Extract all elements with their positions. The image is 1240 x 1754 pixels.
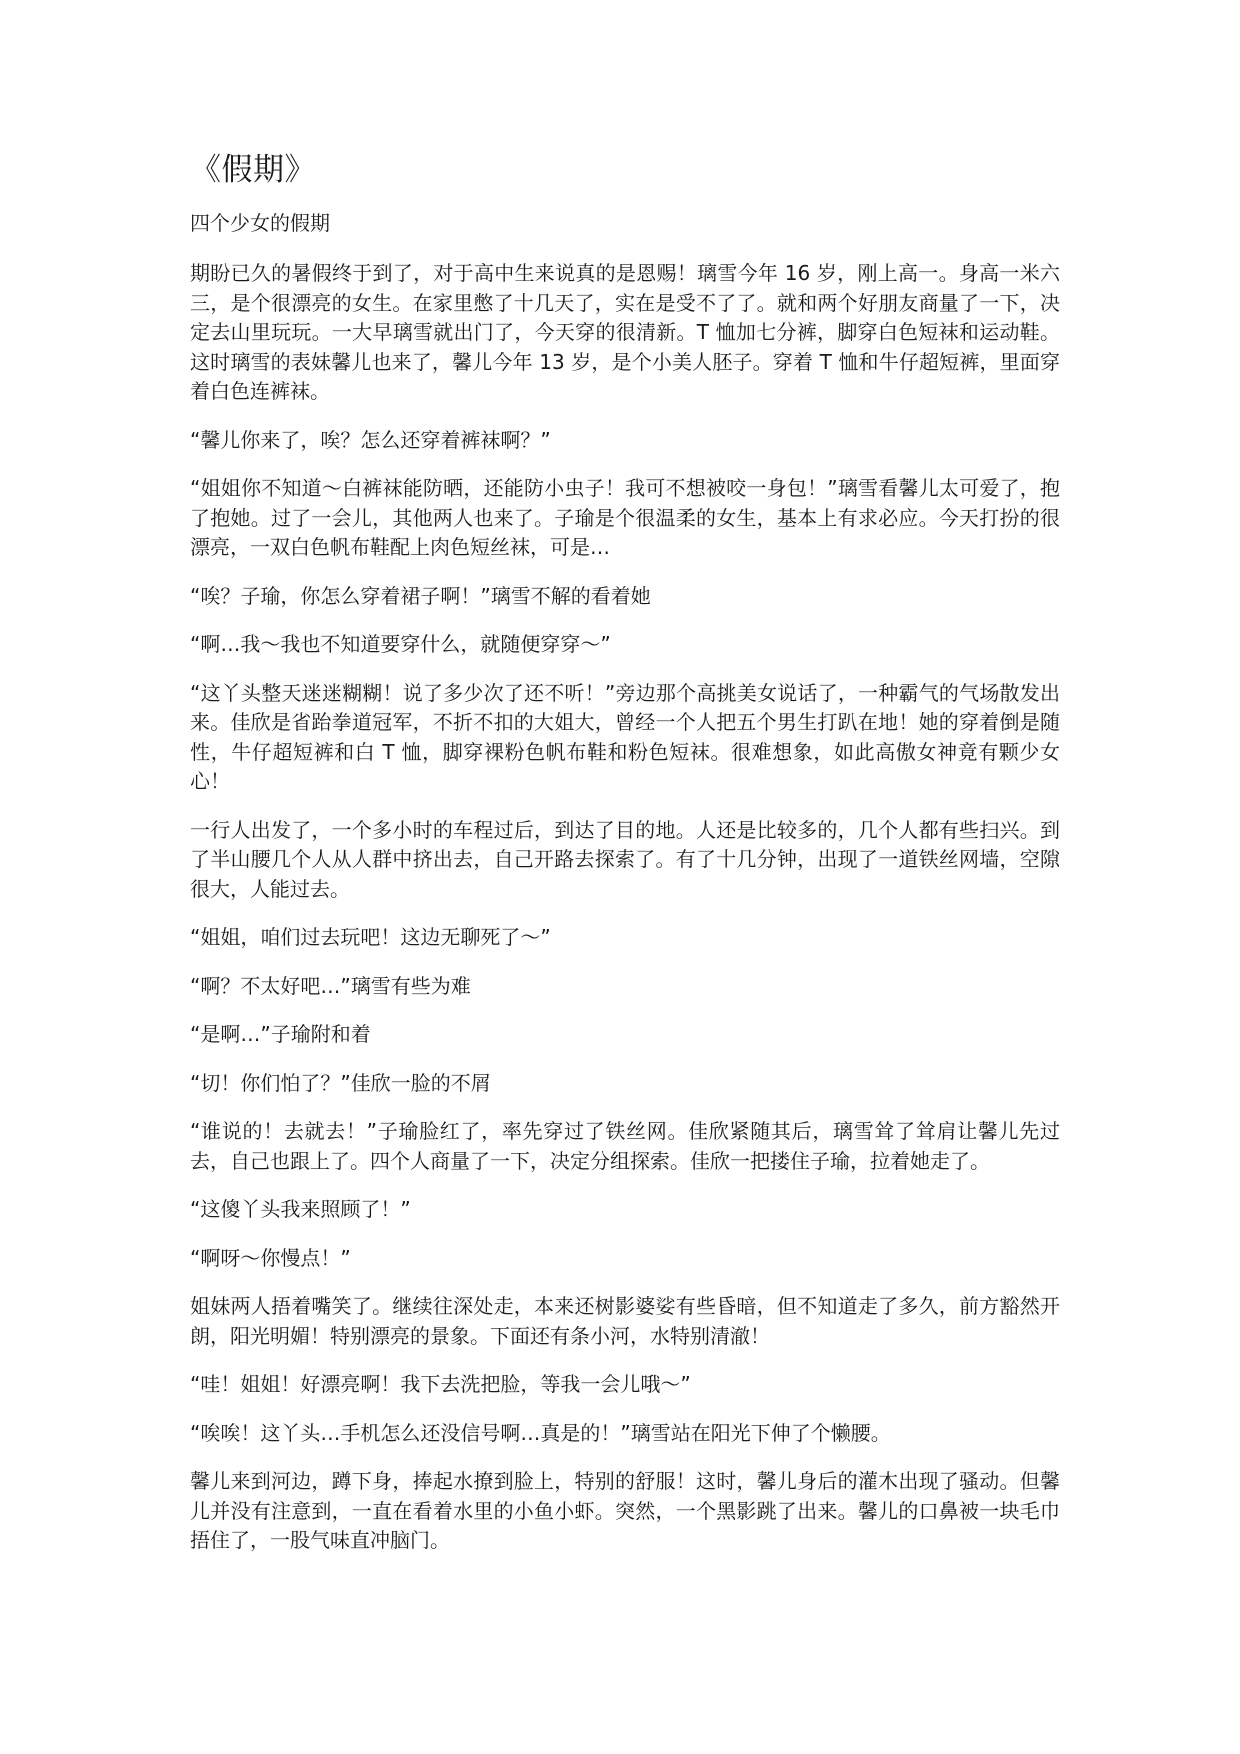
paragraph: “啊？不太好吧…”璃雪有些为难 [190, 973, 471, 998]
document-page [190, 150, 1060, 1575]
paragraph: “姐姐，咱们过去玩吧！这边无聊死了～” [190, 925, 551, 949]
paragraph: “唉唉！这丫头…手机怎么还没信号啊…真是的！”璃雪站在阳光下伸了个懒腰。 [190, 1420, 891, 1445]
paragraph: “这丫头整天迷迷糊糊！说了多少次了还不听！”旁边那个高挑美女说话了，一种霸气的气场散发出来。佳欣是省跆拳道冠军，不折不扣的大姐大，曾经一个人把五个男生打趴在地！她的穿着倒是随性，牛仔超短裤和白 T 恤，脚穿裸粉色帆布鞋和粉色短袜。很难想象，如此高傲女神竟有颗少女心！ [190, 680, 1060, 793]
paragraph: “姐姐你不知道～白裤袜能防晒，还能防小虫子！我可不想被咬一身包！”璃雪看馨儿太可爱了，抱了抱她。过了一会儿，其他两人也来了。子瑜是个很温柔的女生，基本上有求必应。今天打扮的很漂亮，一双白色帆布鞋配上肉色短丝袜，可是… [190, 476, 1060, 559]
paragraph: “啊…我～我也不知道要穿什么，就随便穿穿～” [190, 632, 611, 656]
paragraph: “馨儿你来了，唉？怎么还穿着裤袜啊？” [190, 427, 551, 452]
paragraph: 期盼已久的暑假终于到了，对于高中生来说真的是恩赐！璃雪今年 16 岁，刚上高一。身高一米六三，是个很漂亮的女生。在家里憋了十几天了，实在是受不了了。就和两个好朋友商量了一下，决定去山里玩玩。一大早璃雪就出门了，今天穿的很清新。T 恤加七分裤，脚穿白色短袜和运动鞋。这时璃雪的表妹馨儿也来了，馨儿今年 13 岁，是个小美人胚子。穿着 T 恤和牛仔超短裤，里面穿着白色连裤袜。 [190, 261, 1060, 403]
paragraph: “哇！姐姐！好漂亮啊！我下去洗把脸，等我一会儿哦～” [190, 1372, 691, 1396]
paragraph: “是啊…”子瑜附和着 [190, 1022, 371, 1046]
paragraph: “切！你们怕了？”佳欣一脸的不屑 [190, 1070, 491, 1095]
paragraph: “这傻丫头我来照顾了！” [190, 1197, 411, 1221]
paragraph: 姐妹两人捂着嘴笑了。继续往深处走，本来还树影婆娑有些昏暗，但不知道走了多久，前方豁然开朗，阳光明媚！特别漂亮的景象。下面还有条小河，水特别清澈！ [190, 1294, 1060, 1348]
paragraph: 一行人出发了，一个多小时的车程过后，到达了目的地。人还是比较多的，几个人都有些扫兴。到了半山腰几个人从人群中挤出去，自己开路去探索了。有了十几分钟，出现了一道铁丝网墙，空隙很大，人能过去。 [190, 817, 1060, 901]
document-title: 《假期》 [190, 152, 316, 188]
paragraph: 馨儿来到河边，蹲下身，捧起水撩到脸上，特别的舒服！这时，馨儿身后的灌木出现了骚动。但馨儿并没有注意到，一直在看着水里的小鱼小虾。突然，一个黑影跳了出来。馨儿的口鼻被一块毛巾捂住了，一股气味直冲脑门。 [190, 1469, 1060, 1552]
paragraph: “啊呀～你慢点！” [190, 1245, 351, 1270]
paragraph: “谁说的！去就去！”子瑜脸红了，率先穿过了铁丝网。佳欣紧随其后，璃雪耸了耸肩让馨儿先过去，自己也跟上了。四个人商量了一下，决定分组探索。佳欣一把搂住子瑜，拉着她走了。 [190, 1119, 1060, 1173]
document-subtitle: 四个少女的假期 [190, 211, 330, 235]
paragraph: “唉？子瑜，你怎么穿着裙子啊！”璃雪不解的看着她 [190, 583, 651, 608]
